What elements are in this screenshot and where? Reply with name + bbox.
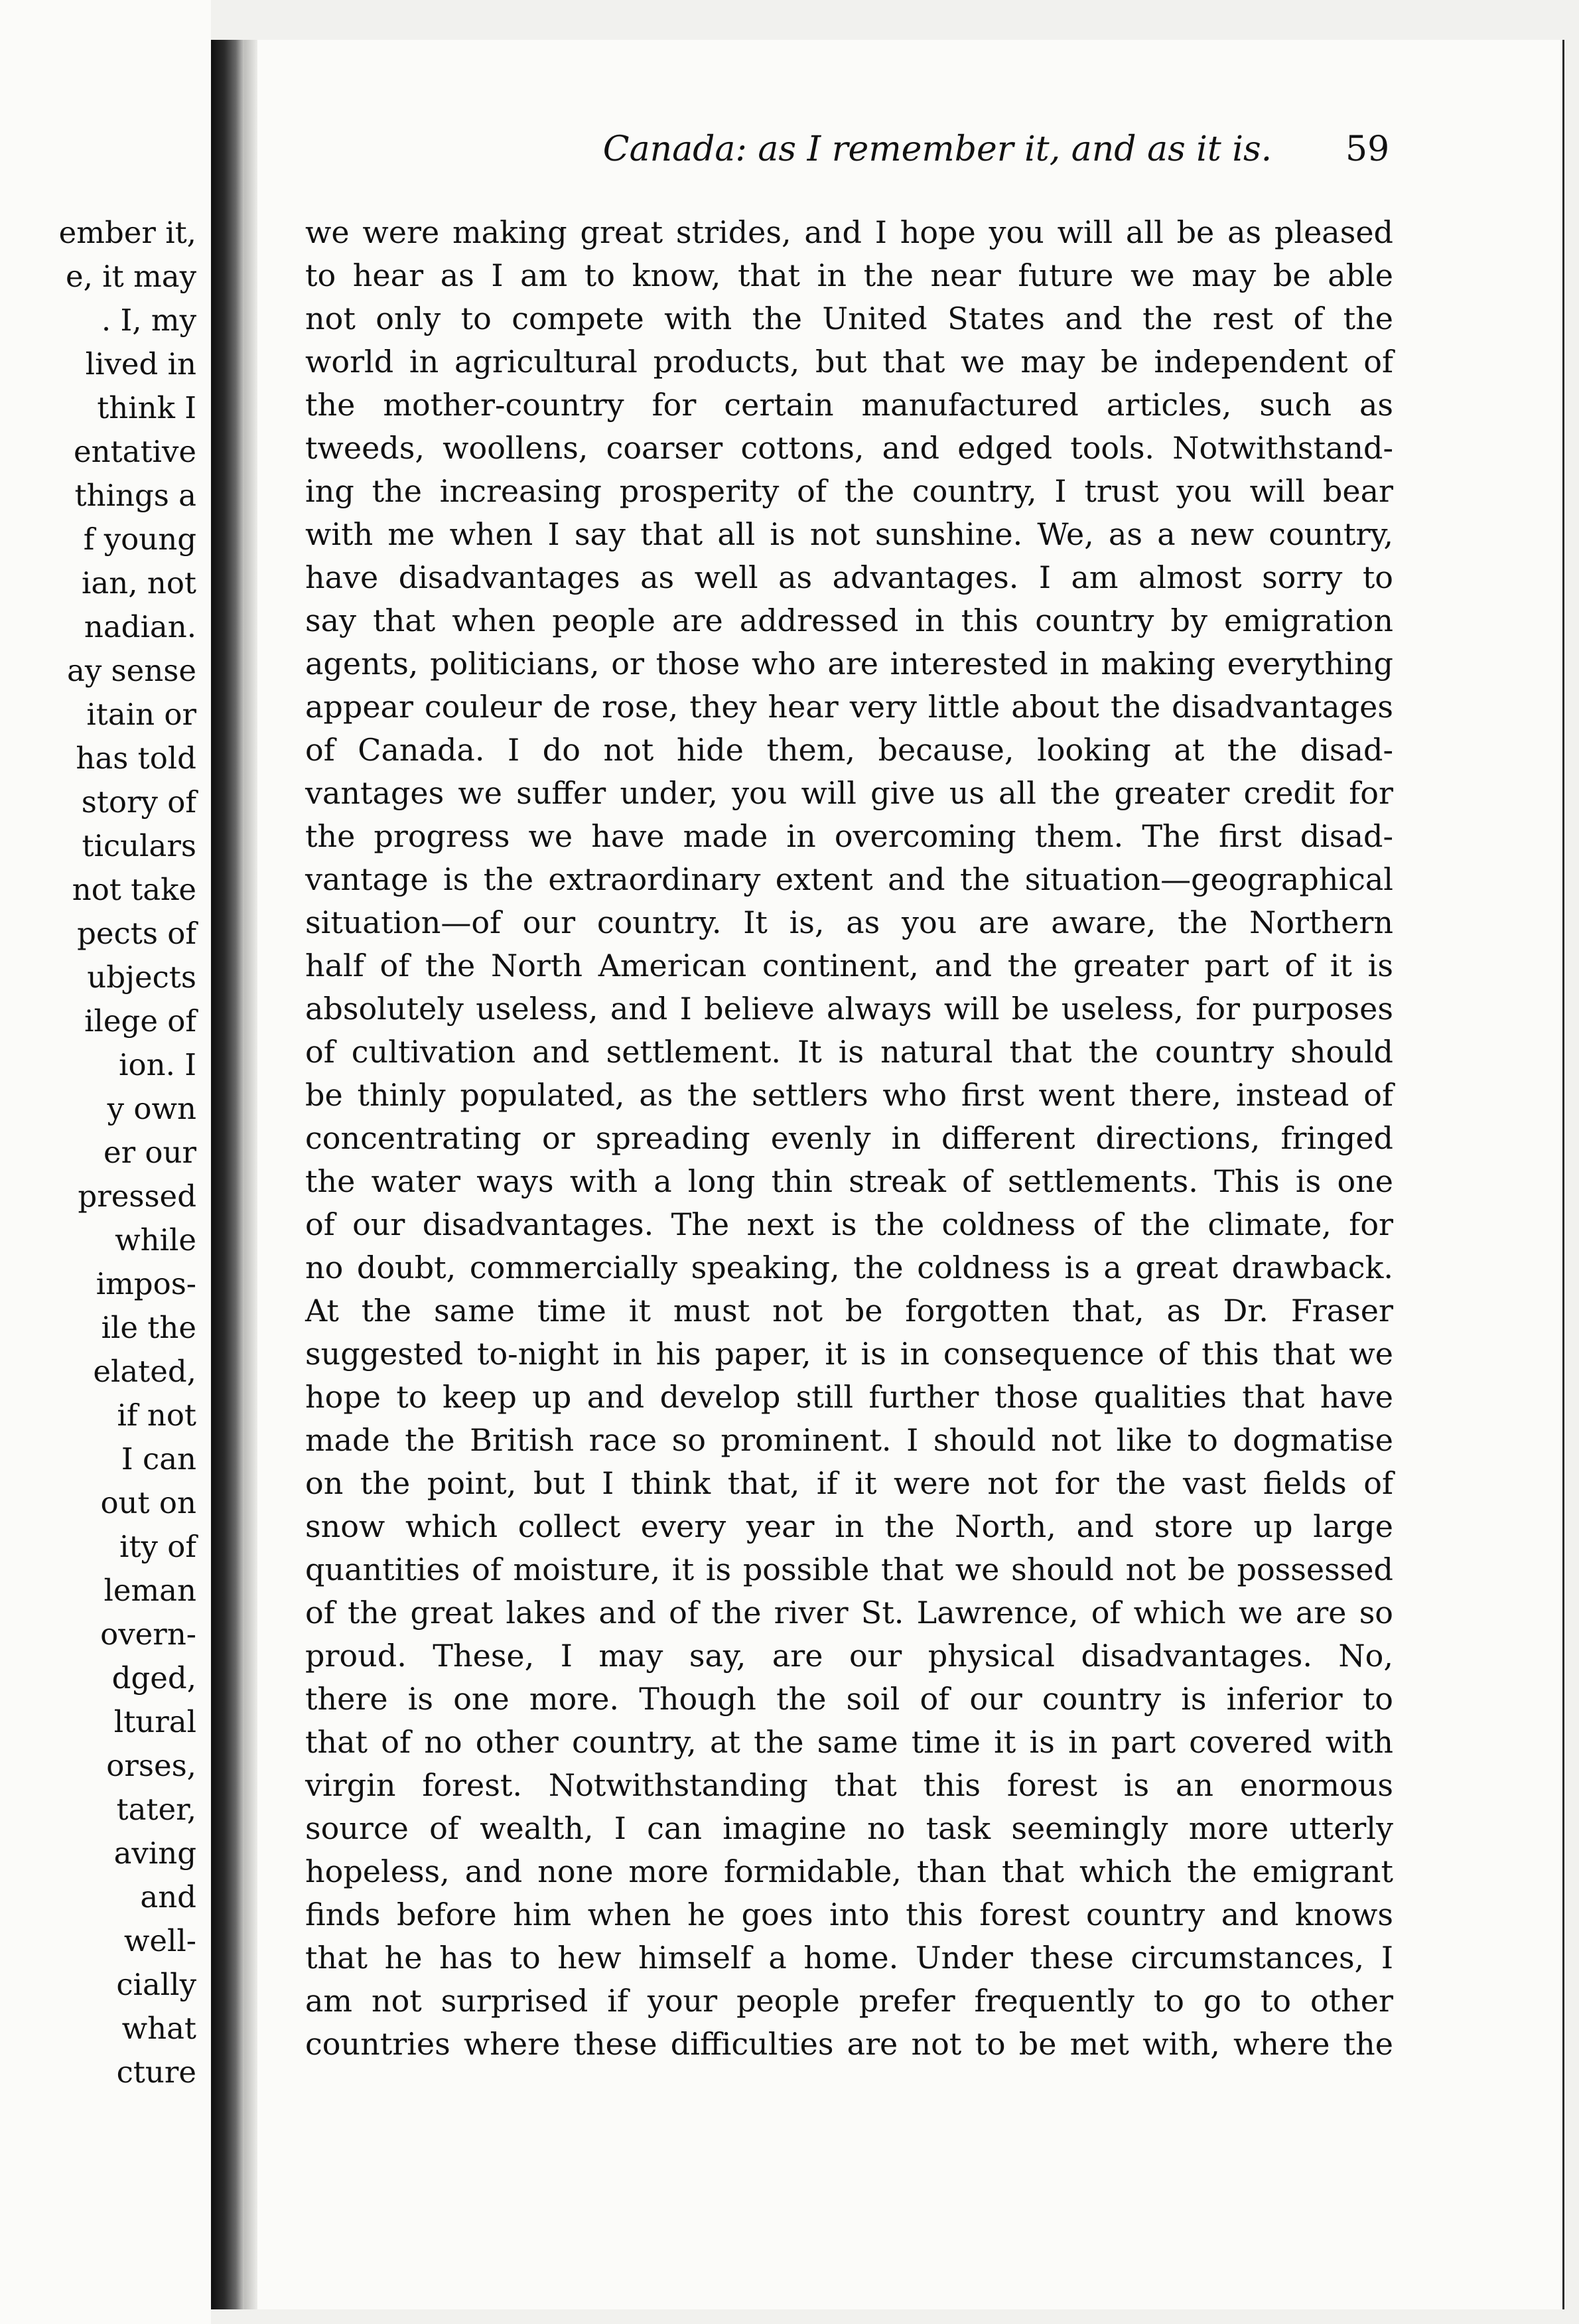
left-page-fragment: leman — [103, 1573, 196, 1608]
book-gutter-shadow — [211, 40, 244, 2309]
text-line: situation—of our country. It is, as you are aware, the Northern — [305, 905, 1393, 940]
left-page-fragment: nadian. — [84, 609, 196, 644]
left-page-fragment: ion. I — [119, 1047, 196, 1082]
text-line: of our disadvantages. The next is the coldness of the climate, for — [305, 1206, 1393, 1242]
left-page-fragment: pects of — [77, 916, 196, 951]
left-page-fragment: ity of — [119, 1529, 196, 1564]
text-line: of Canada. I do not hide them, because, looking at the disad- — [305, 732, 1393, 768]
text-line: not only to compete with the United States and the rest of the — [305, 301, 1393, 336]
left-page-fragment: cture — [116, 2055, 196, 2090]
left-page-fragment: aving — [113, 1836, 196, 1871]
left-page-fragment: I can — [121, 1441, 196, 1477]
left-page-fragment: what — [121, 2011, 196, 2046]
left-page-fragment: ay sense — [67, 653, 196, 688]
left-page-fragment: not take — [72, 872, 196, 907]
text-line: ing the increasing prosperity of the country, I trust you will bear — [305, 473, 1393, 509]
left-page-fragment: pressed — [78, 1179, 196, 1214]
left-page-fragment: and — [140, 1879, 196, 1915]
text-line: have disadvantages as well as advantages. I am almost sorry to — [305, 559, 1393, 595]
left-page-fragment: f young — [83, 522, 196, 557]
left-page-fragment: e, it may — [66, 259, 196, 294]
text-line: am not surprised if your people prefer frequently to go to other — [305, 1983, 1393, 2019]
text-line: quantities of moisture, it is possible that we should not be possessed — [305, 1552, 1393, 1587]
text-line: virgin forest. Notwithstanding that this forest is an enormous — [305, 1767, 1393, 1803]
left-page-fragment: elated, — [93, 1354, 196, 1389]
text-line: suggested to-night in his paper, it is in consequence of this that we — [305, 1336, 1393, 1372]
left-page-fragment: while — [115, 1222, 196, 1258]
body-text — [305, 211, 1393, 2066]
text-line: agents, politicians, or those who are interested in making everything — [305, 646, 1393, 682]
text-line: that he has to hew himself a home. Under these circumstances, I — [305, 1940, 1393, 1976]
page-number: 59 — [1345, 129, 1390, 169]
left-page-fragment: ubjects — [87, 960, 196, 995]
text-line: with me when I say that all is not sunshine. We, as a new country, — [305, 516, 1393, 552]
left-page-fragment: tater, — [116, 1792, 196, 1827]
left-page-fragment: dged, — [111, 1660, 196, 1696]
text-line: on the point, but I think that, if it were not for the vast fields of — [305, 1465, 1393, 1501]
text-line: proud. These, I may say, are our physical disadvantages. No, — [305, 1638, 1393, 1674]
text-line: source of wealth, I can imagine no task seemingly more utterly — [305, 1810, 1393, 1846]
left-page-fragment: itain or — [86, 697, 196, 732]
left-page-fragment: y own — [107, 1091, 196, 1126]
left-page-fragment: lived in — [85, 346, 196, 382]
left-page-fragment: overn- — [100, 1617, 196, 1652]
left-page-fragment: . I, my — [101, 303, 196, 338]
left-page-fragment: ilege of — [84, 1003, 196, 1039]
text-line: vantages we suffer under, you will give us all the greater credit for — [305, 775, 1393, 811]
left-page-fragment: things a — [74, 478, 196, 513]
left-page-fragment: orses, — [106, 1748, 196, 1783]
left-page-fragment: out on — [100, 1485, 196, 1520]
text-line: appear couleur de rose, they hear very little about the disadvantages — [305, 689, 1393, 725]
left-page-fragment: ltural — [113, 1704, 196, 1739]
left-page-fragment: story of — [81, 784, 196, 820]
text-line: we were making great strides, and I hope you will all be as pleased — [305, 214, 1393, 250]
text-line: to hear as I am to know, that in the near future we may be able — [305, 257, 1393, 293]
text-line: no doubt, commercially speaking, the coldness is a great drawback. — [305, 1250, 1393, 1285]
text-line: hopeless, and none more formidable, than that which the emigrant — [305, 1853, 1393, 1889]
left-page-edge — [0, 0, 211, 2324]
text-line: snow which collect every year in the North, and store up large — [305, 1508, 1393, 1544]
text-line: concentrating or spreading evenly in different directions, fringed — [305, 1120, 1393, 1156]
text-line: of cultivation and settlement. It is natural that the country should — [305, 1034, 1393, 1070]
text-line: the water ways with a long thin streak of settlements. This is one — [305, 1163, 1393, 1199]
text-line: half of the North American continent, and the greater part of it is — [305, 948, 1393, 983]
text-line: made the British race so prominent. I should not like to dogmatise — [305, 1422, 1393, 1458]
book-gutter-fade — [244, 40, 257, 2309]
text-line: say that when people are addressed in this country by emigration — [305, 603, 1393, 638]
left-page-fragment: has told — [76, 741, 196, 776]
text-line: there is one more. Though the soil of our country is inferior to — [305, 1681, 1393, 1717]
text-line: of the great lakes and of the river St. Lawrence, of which we are so — [305, 1595, 1393, 1631]
right-page — [257, 40, 1564, 2309]
left-page-fragment: if not — [117, 1398, 196, 1433]
left-page-fragment: ember it, — [58, 215, 196, 250]
left-page-fragment: impos- — [96, 1266, 196, 1301]
running-head: Canada: as I remember it, and as it is. — [602, 129, 1272, 169]
text-line: absolutely useless, and I believe always will be useless, for purposes — [305, 991, 1393, 1027]
text-line: hope to keep up and develop still further those qualities that have — [305, 1379, 1393, 1415]
left-page-fragment: ian, not — [82, 565, 196, 601]
text-line: be thinly populated, as the settlers who first went there, instead of — [305, 1077, 1393, 1113]
left-page-fragment: ile the — [101, 1310, 196, 1345]
left-page-fragment: cially — [116, 1967, 196, 2002]
text-line: tweeds, woollens, coarser cottons, and edged tools. Notwithstand- — [305, 430, 1393, 466]
text-line: the progress we have made in overcoming them. The first disad- — [305, 818, 1393, 854]
text-line: world in agricultural products, but that we may be independent of — [305, 344, 1393, 380]
left-page-text-fragments — [59, 211, 196, 2094]
text-line: At the same time it must not be forgotten that, as Dr. Fraser — [305, 1293, 1393, 1329]
text-line: vantage is the extraordinary extent and the situation—geographical — [305, 861, 1393, 897]
text-line: that of no other country, at the same time it is in part covered with — [305, 1724, 1393, 1760]
left-page-fragment: ticulars — [82, 828, 196, 863]
text-line: finds before him when he goes into this forest country and knows — [305, 1897, 1393, 1932]
text-line: the mother-country for certain manufactured articles, such as — [305, 387, 1393, 423]
text-line: countries where these difficulties are not to be met with, where the — [305, 2026, 1393, 2062]
left-page-fragment: entative — [73, 434, 196, 469]
left-page-fragment: well- — [123, 1923, 196, 1958]
left-page-fragment: er our — [103, 1135, 196, 1170]
left-page-fragment: think I — [97, 390, 196, 425]
